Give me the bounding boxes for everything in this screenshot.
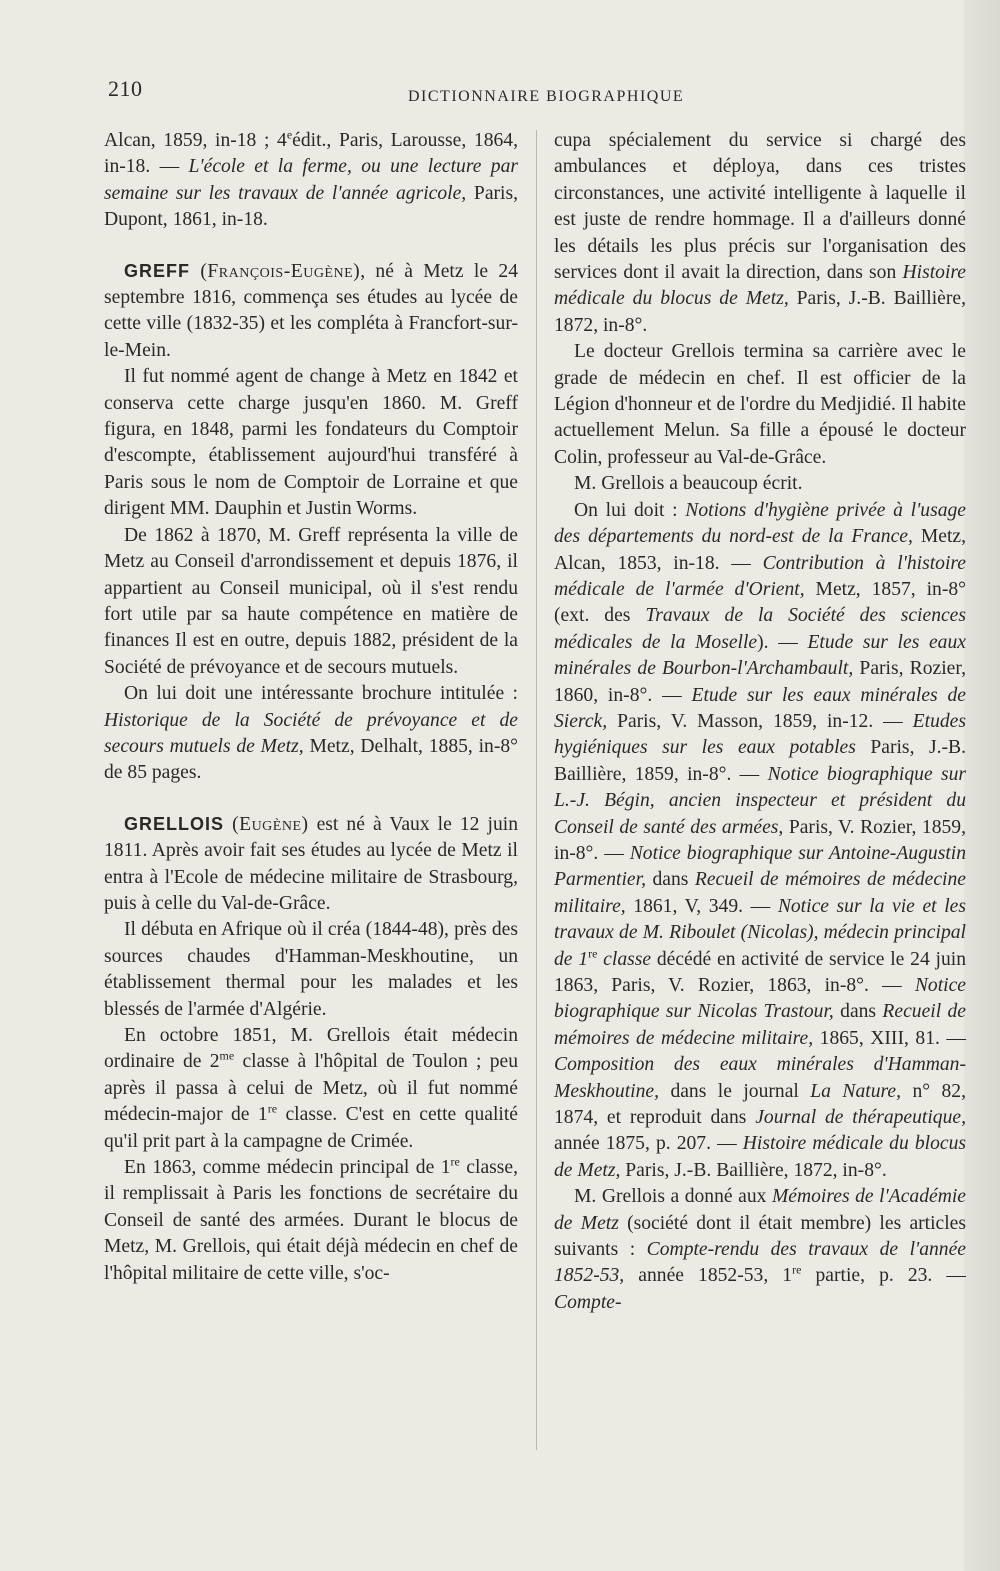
entry-grellois-writings-intro: M. Grellois a beaucoup écrit. (574, 473, 803, 495)
headword-greff: GREFF (124, 260, 190, 281)
paragraph-continuation: Alcan, 1859, in-18 ; 4eédit., Paris, Larousse, 1864, in-18. — L'école et la ferme, ou une lecture par semaine sur les travaux de l'année agricole, Paris, Dupont, 1861, in-18. (104, 127, 519, 231)
running-title: DICTIONNAIRE BIOGRAPHIQUE (408, 88, 685, 105)
entry-greff-p3: De 1862 à 1870, M. Greff représenta la ville de Metz au Conseil d'arrondissement et depuis 1876, il appartient au Conseil municipal, où il s'est rendu fort utile par sa haute compétence en matière de finances Il est en outre, depuis 1882, président de la Société de prévoyance et de secours mutuels. (104, 524, 518, 678)
entry-grellois-intro: GRELLOIS (Eugène) est né à Vaux le 12 juin 1811. Après avoir fait ses études au lycée de Metz il entra à l'Ecole de médecine militaire de Strasbourg, puis à celle du Val-de-Grâce. (104, 813, 518, 914)
entry-grellois-memoires: M. Grellois a donné aux Mémoires de l'Académie de Metz (société dont il était membre) les articles suivants : Compte-rendu des travaux de l'année 1852-53, année 1852-53, 1re partie, p. 23. —Compte- (554, 1186, 967, 1313)
entry-grellois-bibliography: On lui doit : Notions d'hygiène privée à l'usage des départements du nord-est de la France, Metz, Alcan, 1853, in-18. — Contribution à l'histoire médicale de l'armée d'Orient, Metz, 1857, in-8° (ext. des Travaux de la Société des sciences médicales de la Moselle). — Etude sur les eaux minérales de Bourbon-l'Archambault, Paris, Rozier, 1860, in-8°. — Etude sur les eaux minérales de Sierck, Paris, V. Masson, 1859, in-12. — Etudes hygiéniques sur les eaux potables Paris, J.-B. Baillière, 1859, in-8°. — Notice biographique sur L.-J. Bégin, ancien inspecteur et président du Conseil de santé des armées, Paris, V. Rozier, 1859, in-8°. — Notice biographique sur Antoine-Augustin Parmentier, dans Recueil de mémoires de médecine militaire, 1861, V, 349. — Notice sur la vie et les travaux de M. Riboulet (Nicolas), médecin principal de 1re classe décédé en activité de service le 24 juin 1863, Paris, V. Rozier, 1863, in-8°. — Notice biographique sur Nicolas Trastour, dans Recueil de mémoires de médecine militaire, 1865, XIII, 81. — Composition des eaux minérales d'Hamman-Meskhoutine, dans le journal La Nature, n° 82, 1874, et reproduit dans Journal de thérapeutique, année 1875, p. 207. — Histoire médicale du blocus de Metz, Paris, J.-B. Baillière, 1872, in-8°. (554, 499, 967, 1181)
entry-grellois-p2: Il débuta en Afrique où il créa (1844-48), près des sources chaudes d'Hamman-Meskhoutine, un établissement thermal pour les malades et les blessés de l'armée d'Algérie. (104, 919, 518, 1020)
entry-grellois-p3: En octobre 1851, M. Grellois était médecin ordinaire de $2^{me}$ classe à l'hôpital de Toulon ; peu après il passa à celui de Metz, où il fut nommé médecin-major de 1re classe. C'est en cette qualité qu'il prit part à la campagne de Crimée. (104, 1025, 518, 1152)
page-header (108, 76, 968, 110)
entry-grellois-p4: En 1863, comme médecin principal de 1re classe, il remplissait à Paris les fonctions de secrétaire du Conseil de santé des armées. Durant le blocus de Metz, M. Grellois, qui était déjà médecin en chef de l'hôpital militaire de cette ville, s'oc- (104, 1154, 518, 1284)
entry-grellois-career: Le docteur Grellois termina sa carrière avec le grade de médecin en chef. Il est officier de la Légion d'honneur et de l'ordre du Medjidié. Il habite actuellement Melun. Sa fille a épousé le docteur Colin, professeur au Val-de-Grâce. (554, 341, 966, 468)
page-number: 210 (108, 76, 143, 101)
headword-grellois: GRELLOIS (124, 813, 225, 834)
entry-greff-p2: Il fut nommé agent de change à Metz en 1842 et conserva cette charge jusqu'en 1860. M. Greff figura, en 1848, parmi les fondateurs du Comptoir d'escompte, établissement aujourd'hui transféré à Paris sous le nom de Comptoir de Lorraine et que dirigent MM. Dauphin et Justin Worms. (104, 366, 518, 520)
column-divider (536, 130, 537, 1450)
right-column (554, 128, 966, 1316)
entry-grellois-continuation: cupa spécialement du service si chargé des ambulances et déploya, dans ces tristes circonstances, une activité intelligente à laquelle il est juste de rendre hommage. Il a d'ailleurs donné les détails les plus précis sur l'organisation des services dont il avait la direction, dans son Histoire médicale du blocus de Metz, Paris, J.-B. Baillière, 1872, in-8°. (554, 130, 967, 336)
entry-greff-p4: On lui doit une intéressante brochure intitulée : Historique de la Société de prévoyance et de secours mutuels de Metz, Metz, Delhalt, 1885, in-8° de 85 pages. (104, 683, 518, 784)
left-column (104, 128, 518, 1287)
page-edge-shadow (964, 0, 1000, 1571)
entry-greff-intro: GREFF (François-Eugène), né à Metz le 24 septembre 1816, commença ses études au lycée de cette ville (1832-35) et les compléta à Francfort-sur-le-Mein. (104, 260, 518, 361)
